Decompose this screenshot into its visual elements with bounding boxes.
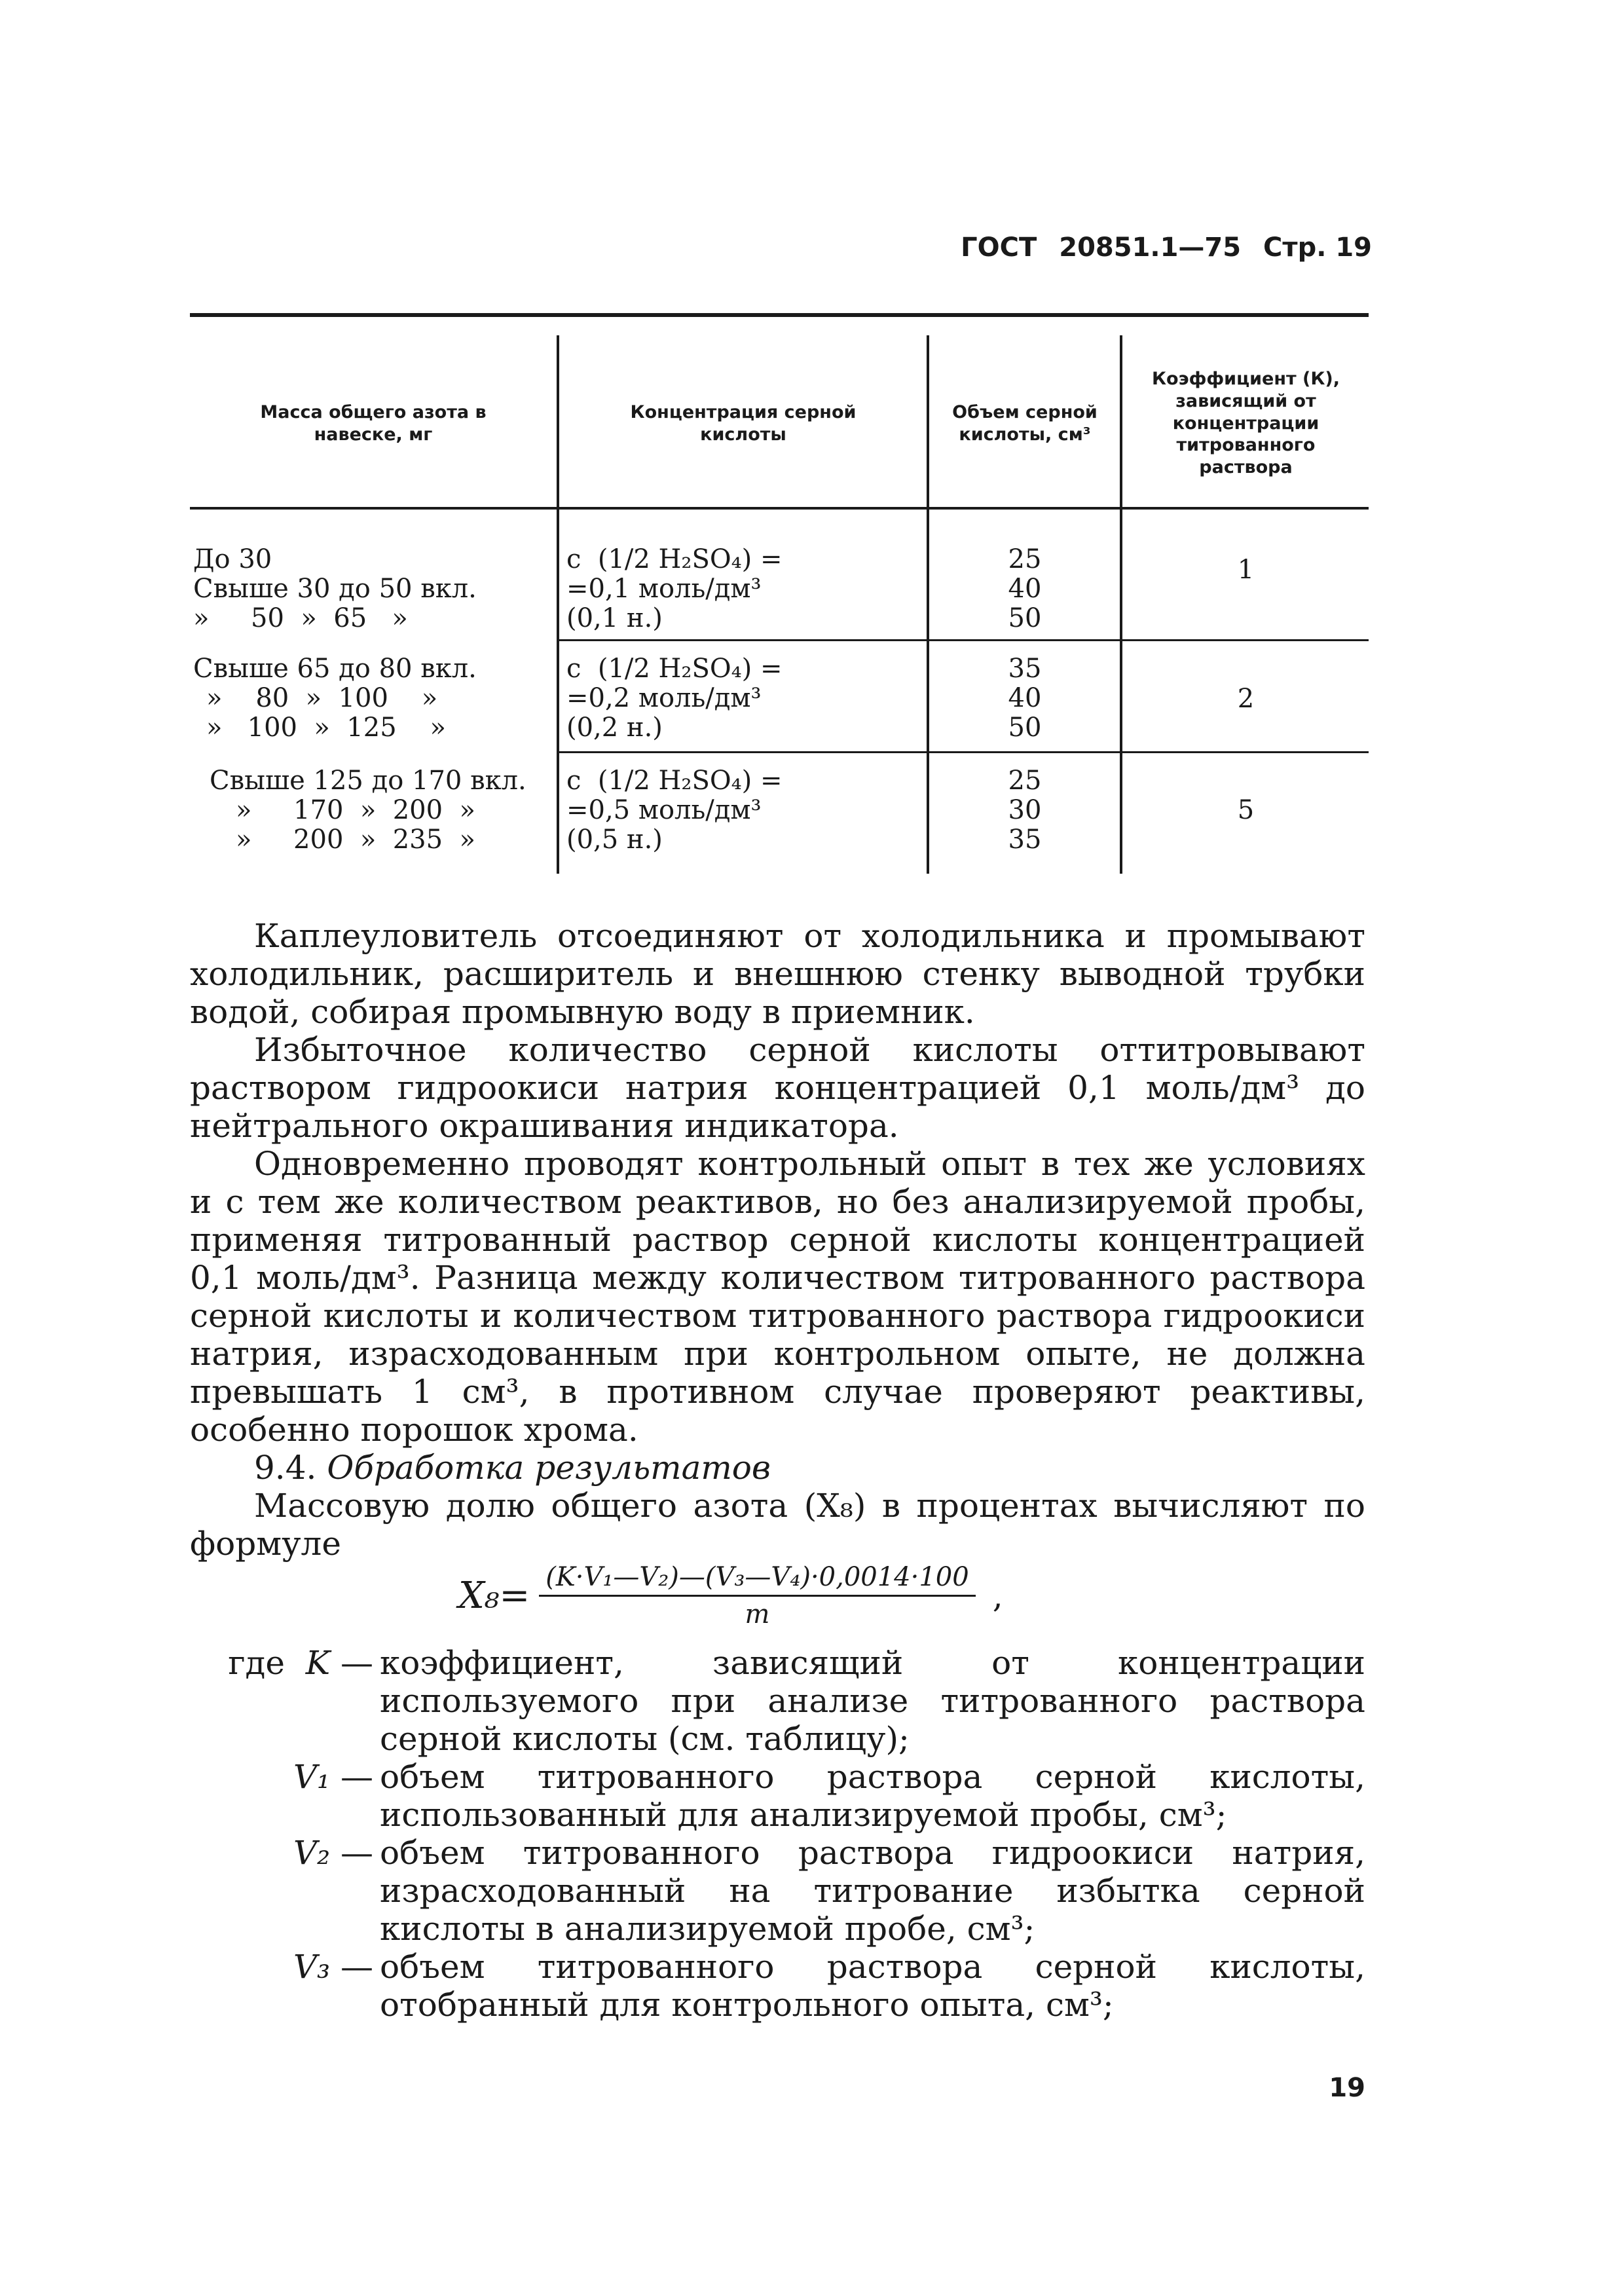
page-label: Стр. 19	[1263, 233, 1372, 263]
table-row-1-mass: До 30 Свыше 30 до 50 вкл. » 50 » 65 »	[193, 544, 477, 633]
table-row-2-mass: Свыше 65 до 80 вкл. » 80 » 100 » » 100 » 125 »	[193, 654, 477, 743]
definition-item: V₁ — объем титрованного раствора серной кислоты, использованный для анализируемой пробы, см³;	[293, 1758, 1365, 1834]
page-header	[961, 233, 1372, 263]
formula-fraction	[539, 1562, 975, 1629]
page-number: 19	[1329, 2073, 1365, 2103]
section-heading: 9.4. Обработка результатов	[254, 1449, 771, 1487]
table-row-3-concentration: с (1/2 H₂SO₄) = =0,5 моль/дм³ (0,5 н.)	[566, 766, 783, 855]
definition-item: где K — коэффициент, зависящий от концентрации используемого при анализе титрованного раствора серной кислоты (см. таблицу);	[228, 1644, 1365, 1758]
table-row-2-concentration: с (1/2 H₂SO₄) = =0,2 моль/дм³ (0,2 н.)	[566, 654, 783, 743]
table-row-1-volume: 25 40 50	[1008, 544, 1042, 633]
formula-comma: ,	[992, 1576, 1003, 1615]
formula-denominator: m	[745, 1599, 770, 1629]
body-text	[190, 917, 1365, 1563]
definitions-list	[190, 1644, 1365, 2024]
table-row-3-volume: 25 30 35	[1008, 766, 1042, 855]
paragraph: Массовую долю общего азота (X₈) в процентах вычисляют по формуле	[190, 1487, 1365, 1563]
table-row-2-coefficient: 2	[1237, 684, 1255, 714]
table-column-divider	[1120, 335, 1122, 874]
table-row-3-coefficient: 5	[1237, 795, 1255, 825]
table-row-2-volume: 35 40 50	[1008, 654, 1042, 743]
table-header-concentration: Концентрация серной кислоты	[630, 401, 857, 445]
table-column-divider	[927, 335, 929, 874]
gost-label: ГОСТ	[961, 233, 1037, 263]
formula	[458, 1562, 1003, 1629]
table-row-3-mass: Свыше 125 до 170 вкл. » 170 » 200 » » 200 » 235 »	[210, 766, 526, 855]
table-row-divider	[557, 639, 1369, 641]
definition-item: V₃ — объем титрованного раствора серной кислоты, отобранный для контрольного опыта, см³;	[293, 1948, 1365, 2024]
table-header-coefficient: Коэффициент (К), зависящий от концентрации титрованного раствора	[1151, 369, 1340, 478]
table-row-divider	[557, 751, 1369, 753]
table-row-1-concentration: с (1/2 H₂SO₄) = =0,1 моль/дм³ (0,1 н.)	[566, 544, 783, 633]
paragraph: Избыточное количество серной кислоты оттитровывают раствором гидроокиси натрия концентрацией 0,1 моль/дм³ до нейтрального окрашивания индикатора.	[190, 1031, 1365, 1145]
data-table	[190, 313, 1369, 874]
paragraph: Одновременно проводят контрольный опыт в тех же условиях и с тем же количеством реактивов, но без анализируемой пробы, применяя титрованный раствор серной кислоты концентрацией 0,1 моль/дм³. Разница между количеством титрованного раствора серной кислоты и количеством титрованного раствора гидроокиси натрия, израсходованным при контрольном опыте, не должна превышать 1 см³, в противном случае проверяют реактивы, особенно порошок хрома.	[190, 1145, 1365, 1449]
table-header-mass: Масса общего азота в навеске, мг	[260, 401, 487, 445]
formula-lhs: X₈=	[458, 1574, 530, 1617]
definition-item: V₂ — объем титрованного раствора гидроокиси натрия, израсходованный на титрование избытка серной кислоты в анализируемой пробе, см³;	[293, 1834, 1365, 1948]
gost-number: 20851.1—75	[1059, 233, 1242, 263]
table-row-1-coefficient: 1	[1237, 555, 1255, 585]
table-header-volume: Объем серной кислоты, см³	[952, 401, 1098, 445]
table-header-divider	[190, 507, 1369, 510]
formula-numerator: (K·V₁—V₂)—(V₃—V₄)·0,0014·100	[539, 1562, 975, 1597]
paragraph: Каплеуловитель отсоединяют от холодильника и промывают холодильник, расширитель и внешнюю стенку выводной трубки водой, собирая промывную воду в приемник.	[190, 917, 1365, 1031]
table-column-divider	[557, 335, 559, 874]
